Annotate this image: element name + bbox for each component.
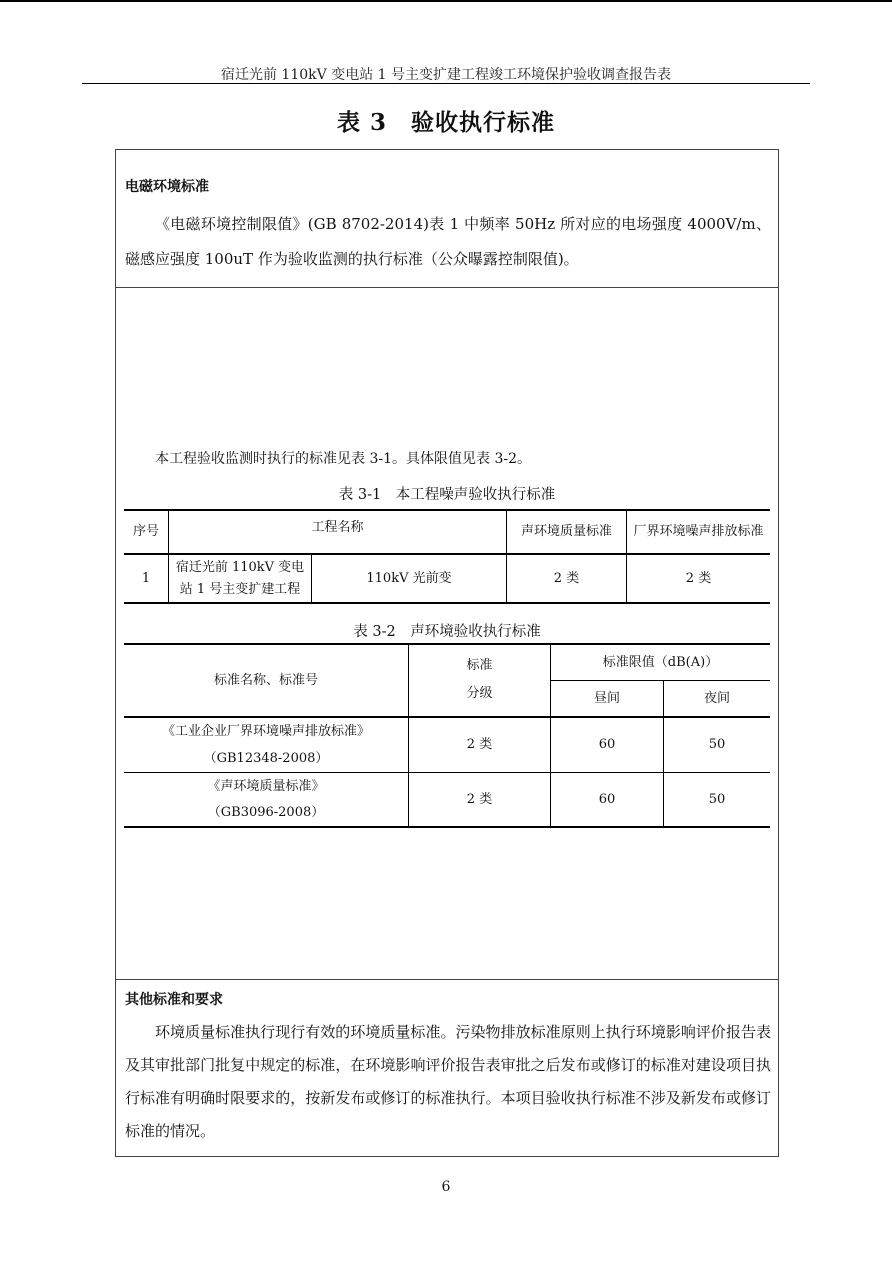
page-title: 表 3 验收执行标准 bbox=[336, 109, 555, 136]
page-number: 6 bbox=[441, 1179, 451, 1195]
t31-header-no: 序号 bbox=[132, 524, 159, 539]
t32-header-name: 标准名称、标准号 bbox=[213, 672, 318, 688]
t32-header-grade-line2: 分级 bbox=[466, 686, 493, 701]
t32-row1-grade: 2 类 bbox=[466, 737, 493, 752]
t32-header-day: 昼间 bbox=[593, 690, 620, 706]
t32-row2-grade: 2 类 bbox=[466, 791, 493, 807]
t32-header-grade-line1: 标准 bbox=[466, 658, 493, 673]
t32-header-limit: 标准限值（dB(A)） bbox=[602, 654, 719, 670]
t31-cell-boundary: 2 类 bbox=[685, 570, 712, 586]
section-divider-1 bbox=[116, 287, 778, 288]
t32-row2-code: （GB3096-2008） bbox=[207, 805, 325, 820]
t32-row2-night: 50 bbox=[708, 791, 726, 807]
other-heading: 其他标准和要求 bbox=[125, 992, 223, 1008]
t32-row2-name: 《声环境质量标准》 bbox=[207, 778, 325, 794]
t32-row1-code: （GB12348-2008） bbox=[203, 750, 329, 766]
t31-header-quality: 声环境质量标准 bbox=[520, 524, 612, 539]
running-header: 宿迁光前 110kV 变电站 1 号主变扩建工程竣工环境保护验收调查报告表 bbox=[220, 67, 672, 83]
section-divider-2 bbox=[116, 979, 778, 980]
table-3-1-caption: 表 3-1 本工程噪声验收执行标准 bbox=[338, 487, 556, 503]
em-heading: 电磁环境标准 bbox=[125, 179, 209, 195]
t31-cell-quality: 2 类 bbox=[553, 570, 580, 586]
noise-intro: 本工程验收监测时执行的标准见表 3-1。具体限值见表 3-2。 bbox=[155, 451, 531, 467]
standards-frame bbox=[115, 149, 779, 1157]
top-border-line bbox=[0, 0, 892, 2]
em-paragraph: 《电磁环境控制限值》(GB 8702-2014)表 1 中频率 50Hz 所对应的电场强度 4000V/m、磁感应强度 100uT 作为验收监测的执行标准（公众曝露控制限值)。 bbox=[125, 215, 771, 268]
t32-row2-day: 60 bbox=[598, 791, 616, 807]
table-3-2-caption: 表 3-2 声环境验收执行标准 bbox=[353, 624, 541, 640]
t31-cell-substation: 110kV 光前变 bbox=[366, 570, 452, 586]
t31-cell-project: 宿迁光前 110kV 变电站 1 号主变扩建工程 bbox=[175, 559, 305, 597]
t32-row1-name: 《工业企业厂界环境噪声排放标准》 bbox=[161, 723, 370, 739]
t31-cell-no: 1 bbox=[141, 570, 151, 586]
header-rule bbox=[82, 83, 810, 84]
other-paragraph: 环境质量标准执行现行有效的环境质量标准。污染物排放标准原则上执行环境影响评价报告表及其审批部门批复中规定的标准，在环境影响评价报告表审批之后发布或修订的标准对建设项目执行标准有明确时限要求的，按新发布或修订的标准执行。本项目验收执行标准不涉及新发布或修订标准的情况。 bbox=[125, 1023, 771, 1140]
t32-header-night: 夜间 bbox=[703, 690, 730, 706]
t32-row1-day: 60 bbox=[598, 737, 616, 752]
t32-row1-night: 50 bbox=[708, 737, 726, 752]
t31-header-boundary: 厂界环境噪声排放标准 bbox=[633, 524, 764, 539]
t31-header-project: 工程名称 bbox=[311, 520, 364, 535]
